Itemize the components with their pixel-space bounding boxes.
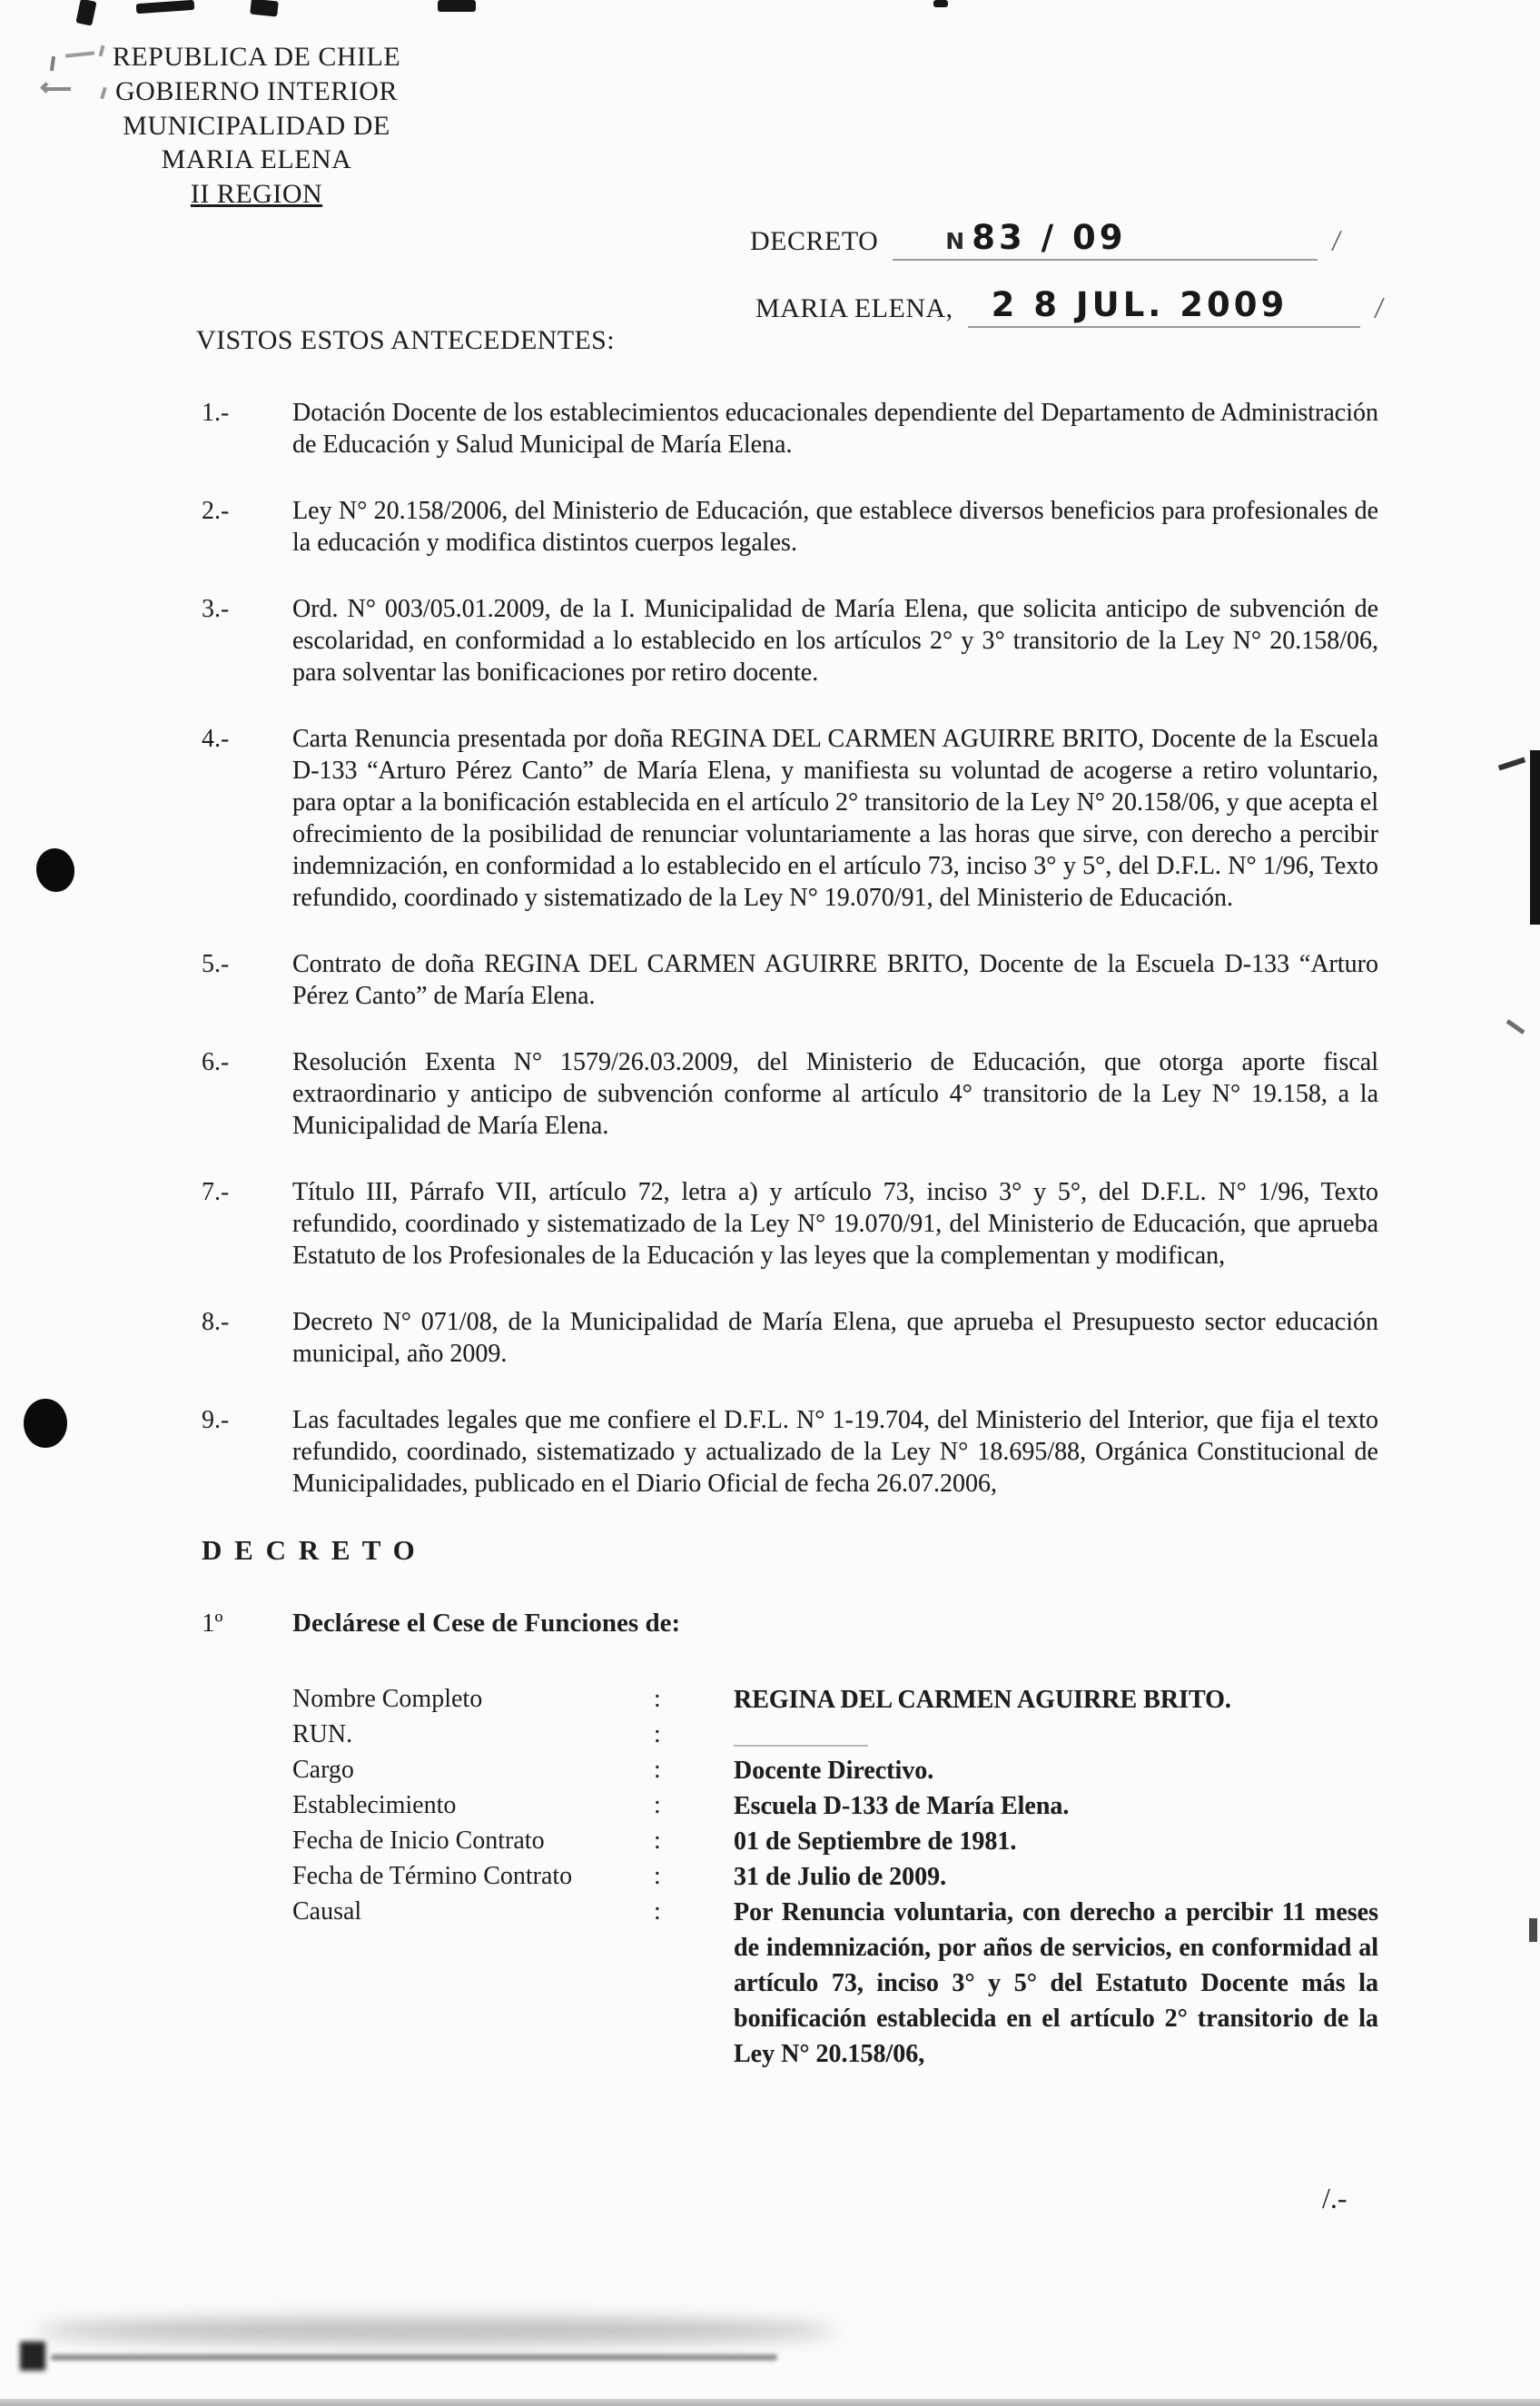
detail-value-run <box>734 1718 1378 1753</box>
detail-value: Por Renuncia voluntaria, con derecho a percibir 11 meses de indemnización, por años de servicios, en conformidad al artículo 73, inciso 3° y 5° del Estatuto Docente más la bonificación establecida en el artículo 2° transitorio de la Ley N° 20.158/06, <box>734 1898 1378 2068</box>
antecedent-item-5 <box>202 948 1378 1012</box>
letterhead-region: II REGION <box>190 179 323 210</box>
detail-value: REGINA DEL CARMEN AGUIRRE BRITO. <box>734 1686 1231 1714</box>
scan-edge-artifact <box>1506 1019 1525 1035</box>
stamp-prefix: N <box>945 228 965 254</box>
item-number: 9.- <box>202 1406 230 1434</box>
scan-artifact <box>438 0 476 12</box>
cessation-details-table <box>292 1682 1378 2072</box>
decree-number: 83 / 09 <box>972 218 1127 257</box>
detail-value: 01 de Septiembre de 1981. <box>734 1827 1017 1856</box>
item-text: Resolución Exenta N° 1579/26.03.2009, del Ministerio de Educación, que otorga aporte fiscal extraordinario y anticipo de subvención conforme al artículo 4° transitorio de la Ley N° 19.158, a la Municipalidad de María Elena. <box>292 1048 1378 1140</box>
scan-shadow <box>51 2354 777 2361</box>
detail-label: Fecha de Término Contrato <box>292 1862 573 1890</box>
antecedent-item-9 <box>202 1404 1378 1500</box>
article-number: 1º <box>202 1609 223 1638</box>
antecedent-item-4 <box>202 723 1378 914</box>
handwritten-slash: / <box>1372 291 1386 326</box>
detail-value: 31 de Julio de 2009. <box>734 1863 947 1891</box>
decree-number-stamp <box>893 218 1318 261</box>
detail-row-fecha-inicio <box>292 1824 1378 1859</box>
detail-row-cargo <box>292 1753 1378 1788</box>
antecedent-item-2 <box>202 495 1378 559</box>
scan-edge-artifact <box>1530 750 1540 925</box>
antecedent-item-8 <box>202 1306 1378 1370</box>
letterhead-country: REPUBLICA DE CHILE <box>112 42 401 72</box>
detail-label: Cargo <box>292 1756 354 1784</box>
decreto-heading: D E C R E T O <box>202 1534 418 1566</box>
item-number: 5.- <box>202 950 230 978</box>
decree-label: DECRETO <box>750 226 879 256</box>
scan-shadow <box>20 2342 45 2371</box>
item-number: 1.- <box>202 399 230 427</box>
item-number: 6.- <box>202 1048 230 1076</box>
detail-label: Fecha de Inicio Contrato <box>292 1827 545 1855</box>
pencil-mark <box>65 51 94 57</box>
document-body <box>202 397 1378 2072</box>
date-value: 2 8 JUL. 2009 <box>991 285 1288 324</box>
hole-punch <box>24 1399 67 1448</box>
detail-row-establecimiento <box>292 1788 1378 1824</box>
article-title: Declárese el Cese de Funciones de: <box>292 1609 681 1638</box>
antecedent-item-7 <box>202 1176 1378 1272</box>
detail-colon: : <box>654 1685 661 1713</box>
antecedent-item-1 <box>202 397 1378 460</box>
article-1 <box>202 1609 1378 1639</box>
scan-artifact <box>136 0 195 14</box>
detail-value: Escuela D-133 de María Elena. <box>734 1792 1070 1820</box>
item-number: 4.- <box>202 725 230 753</box>
redaction-line <box>734 1745 868 1747</box>
handwritten-slash: / <box>1330 223 1343 259</box>
item-text: Las facultades legales que me confiere el D.F.L. N° 1-19.704, del Ministerio del Interior, que fija el texto refundido, coordinado, sistematizado y actualizado de la Ley N° 18.695/88, Orgánica Constitucional de Municipalidades, publicado en el Diario Oficial de fecha 26.07.2006, <box>292 1406 1378 1498</box>
detail-colon: : <box>654 1827 661 1855</box>
letterhead-municipality: MUNICIPALIDAD DE <box>123 110 390 141</box>
item-number: 8.- <box>202 1308 230 1336</box>
item-text: Dotación Docente de los establecimientos educacionales dependiente del Departamento de Administración de Educación y Salud Municipal de María Elena. <box>292 399 1378 459</box>
item-text: Contrato de doña REGINA DEL CARMEN AGUIRRE BRITO, Docente de la Escuela D-133 “Arturo Pérez Canto” de María Elena. <box>292 950 1378 1010</box>
page-end-mark: /.- <box>1322 2182 1348 2214</box>
item-number: 2.- <box>202 497 230 525</box>
letterhead-government: GOBIERNO INTERIOR <box>115 75 398 106</box>
detail-colon: : <box>654 1897 661 1926</box>
letterhead <box>100 40 413 212</box>
scan-shadow <box>36 2318 835 2343</box>
detail-colon: : <box>654 1720 661 1748</box>
detail-label: RUN. <box>292 1720 353 1748</box>
antecedent-item-3 <box>202 593 1378 688</box>
detail-row-nombre <box>292 1682 1378 1718</box>
item-text: Decreto N° 071/08, de la Municipalidad de María Elena, que aprueba el Presupuesto sector educación municipal, año 2009. <box>292 1308 1378 1368</box>
city-label: MARIA ELENA, <box>755 293 953 323</box>
detail-row-fecha-termino <box>292 1859 1378 1895</box>
item-number: 7.- <box>202 1178 230 1206</box>
detail-colon: : <box>654 1862 661 1890</box>
detail-label: Establecimiento <box>292 1791 457 1819</box>
item-text: Ord. N° 003/05.01.2009, de la I. Municipalidad de María Elena, que solicita anticipo de subvención de escolaridad, en conformidad a lo establecido en los artículos 2° y 3° transitorio de la Ley N° 20.158/06, para solventar las bonificaciones por retiro docente. <box>292 595 1378 687</box>
detail-label: Causal <box>292 1897 362 1926</box>
scan-artifact <box>933 0 948 7</box>
scan-artifact <box>250 0 279 17</box>
detail-colon: : <box>654 1791 661 1819</box>
letterhead-city: MARIA ELENA <box>161 144 352 175</box>
scan-artifact <box>75 0 96 26</box>
item-text: Ley N° 20.158/2006, del Ministerio de Educación, que establece diversos beneficios para profesionales de la educación y modifica distintos cuerpos legales. <box>292 497 1378 557</box>
date-stamp <box>968 285 1360 328</box>
item-number: 3.- <box>202 595 230 623</box>
pencil-mark <box>50 56 55 71</box>
detail-row-run <box>292 1718 1378 1753</box>
antecedent-item-6 <box>202 1046 1378 1142</box>
decree-date-line <box>755 285 1386 328</box>
scan-edge-artifact <box>1529 1918 1537 1942</box>
detail-colon: : <box>654 1756 661 1784</box>
scan-edge-artifact <box>1498 757 1525 771</box>
vistos-section-title: VISTOS ESTOS ANTECEDENTES: <box>196 325 616 355</box>
detail-label: Nombre Completo <box>292 1685 483 1713</box>
hole-punch <box>34 846 77 894</box>
pencil-arrow-head <box>40 82 52 94</box>
item-text: Título III, Párrafo VII, artículo 72, letra a) y artículo 73, inciso 3° y 5°, del D.F.L. N° 1/96, Texto refundido, coordinado y sistematizado de la Ley N° 19.070/91, del Ministerio de Educación, que aprueba Estatuto de los Profesionales de la Educación y las leyes que la complementan y modifican, <box>292 1178 1378 1270</box>
scan-shadow <box>0 2399 1540 2406</box>
detail-row-causal <box>292 1895 1378 2072</box>
decree-number-line <box>750 218 1341 261</box>
detail-value: Docente Directivo. <box>734 1757 934 1785</box>
item-text: Carta Renuncia presentada por doña REGINA DEL CARMEN AGUIRRE BRITO, Docente de la Escuela D-133 “Arturo Pérez Canto” de María Elena, y manifiesta su voluntad de acogerse a retiro voluntario, para optar a la bonificación establecida en el artículo 2° transitorio de la Ley N° 20.158/06, y que acepta el ofrecimiento de la posibilidad de renunciar voluntariamente a las horas que sirve, con derecho a percibir indemnización, en conformidad a lo establecido en el artículo 73, inciso 3° y 5°, del D.F.L. N° 1/96, Texto refundido, coordinado y sistematizado de la Ley N° 19.070/91, del Ministerio de Educación. <box>292 725 1378 912</box>
